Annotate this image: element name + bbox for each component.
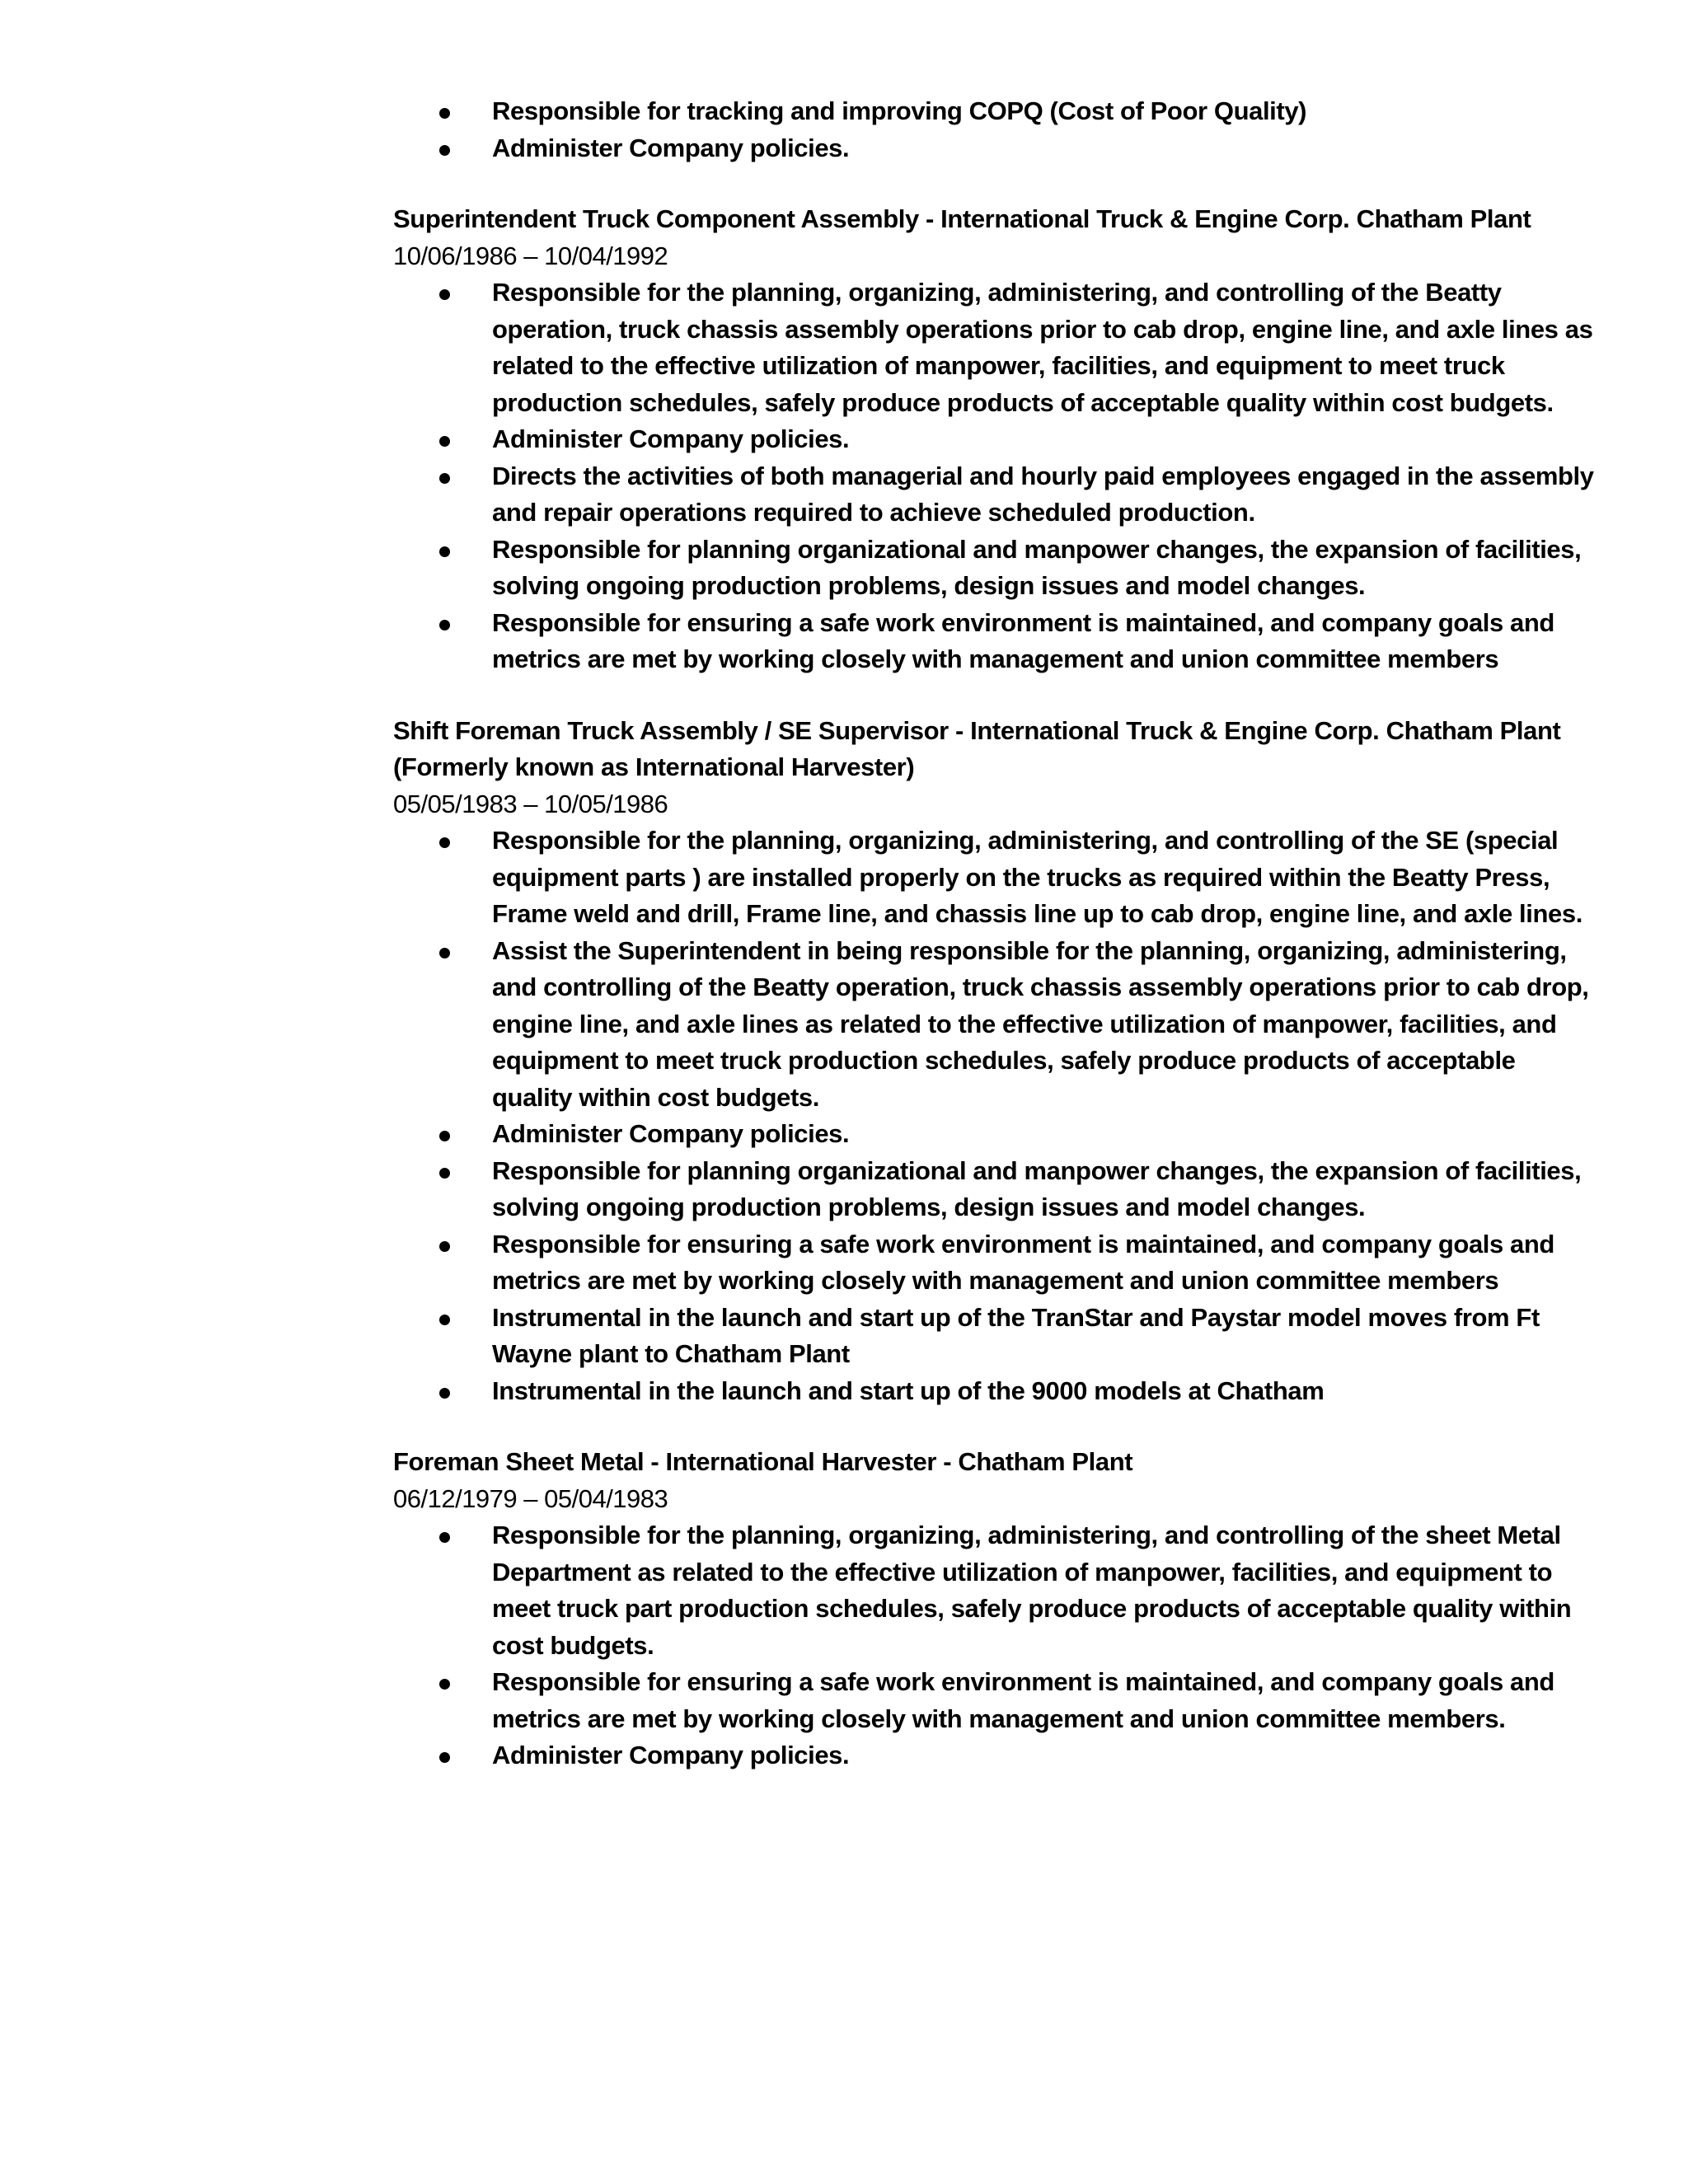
- list-item: [492, 274, 1597, 421]
- list-item-text: Administer Company policies.: [492, 133, 850, 162]
- intro-list: [393, 93, 1597, 166]
- list-item: [492, 1664, 1597, 1737]
- list-item-text: Responsible for ensuring a safe work environment is maintained, and company goals and metrics are met by working closely with management and union committee members.: [492, 1667, 1554, 1733]
- list-item-text: Responsible for the planning, organizing, administering, and controlling of the Beatty operation, truck chassis assembly operations prior to cab drop, engine line, and axle lines as related to the effective utilization of manpower, facilities, and equipment to meet truck production schedules, safely produce products of acceptable quality within cost budgets.: [492, 278, 1593, 417]
- bullet-icon: [439, 1679, 450, 1690]
- list-item-text: Administer Company policies.: [492, 424, 850, 453]
- job-title: Shift Foreman Truck Assembly / SE Supervisor - International Truck & Engine Corp. Chatham Plant (Formerly known as International Harvester): [393, 715, 1561, 781]
- list-item-text: Responsible for tracking and improving COPQ (Cost of Poor Quality): [492, 96, 1307, 125]
- job-entry-shift-foreman: [393, 713, 1597, 1410]
- job-dates: 05/05/1983 – 10/05/1986: [393, 789, 668, 818]
- list-item-text: Responsible for the planning, organizing, administering, and controlling of the SE (special equipment parts ) are installed properly on the trucks as required within the Beatty Press, Frame weld and drill, Frame line, and chassis line up to cab drop, engine line, and axle lines.: [492, 826, 1582, 928]
- bullet-icon: [439, 1315, 450, 1325]
- bullet-icon: [439, 1532, 450, 1543]
- bullet-icon: [439, 289, 450, 300]
- list-item-text: Responsible for the planning, organizing, administering, and controlling of the sheet Metal Department as related to the effective utilization of manpower, facilities, and equipment to meet truck part production schedules, safely produce products of acceptable quality within cost budgets.: [492, 1521, 1572, 1660]
- list-item-text: Responsible for planning organizational and manpower changes, the expansion of facilities, solving ongoing production problems, design issues and model changes.: [492, 1155, 1582, 1221]
- list-item: [492, 1517, 1597, 1664]
- job-dates: 10/06/1986 – 10/04/1992: [393, 241, 668, 270]
- job-dates: 06/12/1979 – 05/04/1983: [393, 1483, 668, 1513]
- bullet-icon: [439, 620, 450, 630]
- bullet-icon: [439, 145, 450, 156]
- job-entry-superintendent: [393, 201, 1597, 678]
- list-item: [492, 1226, 1597, 1300]
- bullet-icon: [439, 1388, 450, 1399]
- list-item-text: Assist the Superintendent in being responsible for the planning, organizing, administering, and controlling of the Beatty operation, truck chassis assembly operations prior to cab drop, engine line, and axle lines as related to the effective utilization of manpower, facilities, and equipment to meet truck production schedules, safely produce products of acceptable quality within cost budgets.: [492, 935, 1589, 1112]
- job-entry-foreman-sheet-metal: [393, 1444, 1597, 1774]
- list-item-text: Responsible for planning organizational and manpower changes, the expansion of facilities, solving ongoing production problems, design issues and model changes.: [492, 534, 1582, 600]
- list-item: [492, 1153, 1597, 1226]
- list-item: [492, 1373, 1597, 1410]
- bullet-icon: [439, 1241, 450, 1252]
- list-item: [492, 458, 1597, 532]
- job-duties-list: [393, 274, 1597, 678]
- job-title: Superintendent Truck Component Assembly - International Truck & Engine Corp. Chatham Plant: [393, 204, 1531, 233]
- list-item: [492, 1116, 1597, 1153]
- bullet-icon: [439, 546, 450, 557]
- list-item: [492, 933, 1597, 1117]
- list-item-text: Responsible for ensuring a safe work environment is maintained, and company goals and metrics are met by working closely with management and union committee members: [492, 1229, 1554, 1295]
- bullet-icon: [439, 1131, 450, 1141]
- list-item-text: Administer Company policies.: [492, 1119, 850, 1148]
- list-item: [492, 532, 1597, 605]
- bullet-icon: [439, 473, 450, 484]
- bullet-icon: [439, 1752, 450, 1763]
- list-item-text: Administer Company policies.: [492, 1741, 850, 1769]
- bullet-icon: [439, 837, 450, 848]
- job-duties-list: [393, 823, 1597, 1409]
- list-item: [492, 421, 1597, 458]
- list-item-text: Responsible for ensuring a safe work environment is maintained, and company goals and metrics are met by working closely with management and union committee members: [492, 607, 1554, 673]
- list-item: [492, 1300, 1597, 1373]
- list-item-text: Directs the activities of both managerial and hourly paid employees engaged in the assembly and repair operations required to achieve scheduled production.: [492, 461, 1594, 527]
- list-item: [492, 823, 1597, 933]
- bullet-icon: [439, 948, 450, 958]
- experience-section: [393, 93, 1597, 1774]
- job-duties-list: [393, 1517, 1597, 1774]
- bullet-icon: [439, 108, 450, 119]
- list-item: [492, 93, 1597, 130]
- list-item: [492, 1737, 1597, 1774]
- job-title: Foreman Sheet Metal - International Harvester - Chatham Plant: [393, 1447, 1133, 1476]
- list-item-text: Instrumental in the launch and start up of the TranStar and Paystar model moves from Ft Wayne plant to Chatham Plant: [492, 1302, 1540, 1368]
- list-item: [492, 130, 1597, 167]
- list-item: [492, 605, 1597, 678]
- bullet-icon: [439, 436, 450, 447]
- list-item-text: Instrumental in the launch and start up of the 9000 models at Chatham: [492, 1376, 1325, 1405]
- bullet-icon: [439, 1168, 450, 1179]
